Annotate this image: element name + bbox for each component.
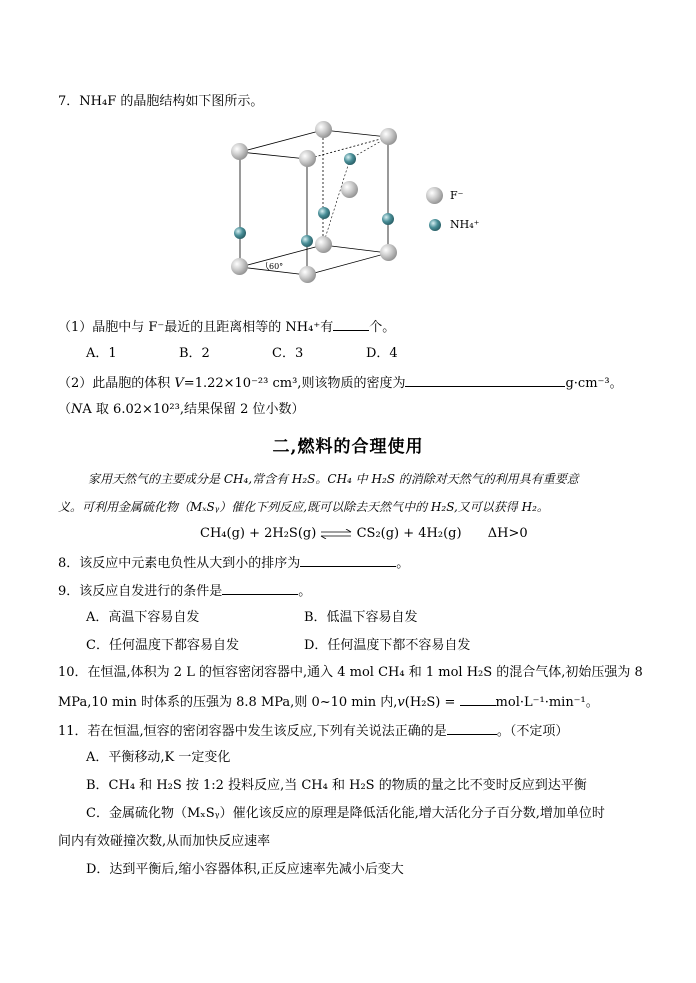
nh4-ion	[301, 235, 313, 247]
nh4-ion	[234, 227, 246, 239]
f-ion	[341, 181, 358, 198]
legend-nh4-swatch	[429, 219, 441, 231]
f-ion	[315, 121, 332, 138]
f-ion	[231, 143, 248, 160]
q9-options-row2	[86, 638, 470, 654]
nh4-ion	[382, 213, 394, 225]
q9-options-row1	[86, 610, 418, 626]
q11-stem: 11．若在恒温,恒容的密闭容器中发生该反应,下列有关说法正确的是 。（不定项）	[58, 724, 569, 739]
option-c[interactable]: C．3	[272, 346, 304, 361]
q9-stem: 9．该反应自发进行的条件是 。	[58, 584, 312, 599]
option-d[interactable]: D．任何温度下都不容易自发	[304, 638, 471, 653]
answer-blank[interactable]	[333, 318, 369, 331]
q7-note: （NA 取 6.02×10²³,结果保留 2 位小数）	[58, 402, 305, 417]
f-ion	[315, 236, 332, 253]
f-ion	[380, 128, 397, 145]
angle-label: 60°	[269, 262, 284, 271]
answer-blank[interactable]	[447, 722, 497, 735]
equilibrium-arrow-icon	[320, 529, 352, 539]
legend-f-swatch	[426, 187, 443, 204]
q8-stem: 8．该反应中元素电负性从大到小的排序为 。	[58, 556, 410, 571]
q11-option-c[interactable]: C．金属硫化物（MₓSᵧ）催化该反应的原理是降低活化能,增大活化分子百分数,增加单位时	[86, 806, 605, 821]
nh4-ion	[318, 207, 330, 219]
q7-stem: 7．NH₄F 的晶胞结构如下图所示。	[58, 94, 264, 109]
section-title: 二,燃料的合理使用	[272, 437, 424, 457]
q10-line-1: 10．在恒温,体积为 2 L 的恒容密闭容器中,通入 4 mol CH₄ 和 1 mol H₂S 的混合气体,初始压强为 8	[58, 665, 643, 680]
intro-line-2: 义。可利用金属硫化物（MₓSᵧ）催化下列反应,既可以除去天然气中的 H₂S,又可以获得 H₂。	[58, 500, 549, 514]
unit-cell-diagram	[205, 115, 495, 290]
intro-line-1: 家用天然气的主要成分是 CH₄,常含有 H₂S。CH₄ 中 H₂S 的消除对天然气的利用具有重要意	[88, 472, 579, 486]
q7-sub2: （2）此晶胞的体积 V=1.22×10⁻²³ cm³,则该物质的密度为 g·cm⁻³。	[58, 376, 623, 391]
legend-f-label: F⁻	[450, 189, 464, 202]
answer-blank[interactable]	[460, 693, 496, 706]
legend-nh4-label: NH₄⁺	[450, 218, 480, 231]
q10-line-2: MPa,10 min 时体系的压强为 8.8 MPa,则 0~10 min 内,v(H₂S) = mol·L⁻¹·min⁻¹。	[58, 695, 599, 710]
q11-option-a[interactable]: A．平衡移动,K 一定变化	[86, 750, 231, 765]
f-ion	[299, 266, 316, 283]
option-a[interactable]: A．高温下容易自发	[86, 610, 200, 625]
answer-blank[interactable]	[222, 582, 298, 595]
f-ion	[231, 258, 248, 275]
answer-blank[interactable]	[300, 554, 396, 567]
q11-option-c-cont: 间内有效碰撞次数,从而加快反应速率	[58, 834, 271, 849]
option-c[interactable]: C．任何温度下都容易自发	[86, 638, 239, 653]
option-d[interactable]: D．4	[366, 346, 398, 361]
nh4-ion	[344, 153, 356, 165]
answer-blank[interactable]	[405, 374, 565, 387]
option-a[interactable]: A．1	[86, 346, 117, 361]
q7-sub1: （1）晶胞中与 F⁻最近的且距离相等的 NH₄⁺有 个。	[58, 320, 396, 335]
f-ion	[380, 244, 397, 261]
q11-option-b[interactable]: B．CH₄ 和 H₂S 按 1:2 投料反应,当 CH₄ 和 H₂S 的物质的量之比不变时反应到达平衡	[86, 778, 587, 793]
q11-option-d[interactable]: D．达到平衡后,缩小容器体积,正反应速率先减小后变大	[86, 862, 404, 877]
reaction-equation: CH₄(g) + 2H₂S(g) CS₂(g) + 4H₂(g) ΔH>0	[200, 526, 528, 541]
f-ion	[299, 150, 316, 167]
q7-options	[86, 346, 398, 362]
option-b[interactable]: B．低温下容易自发	[304, 610, 418, 625]
option-b[interactable]: B．2	[179, 346, 210, 361]
crystal-structure-figure	[205, 115, 495, 290]
